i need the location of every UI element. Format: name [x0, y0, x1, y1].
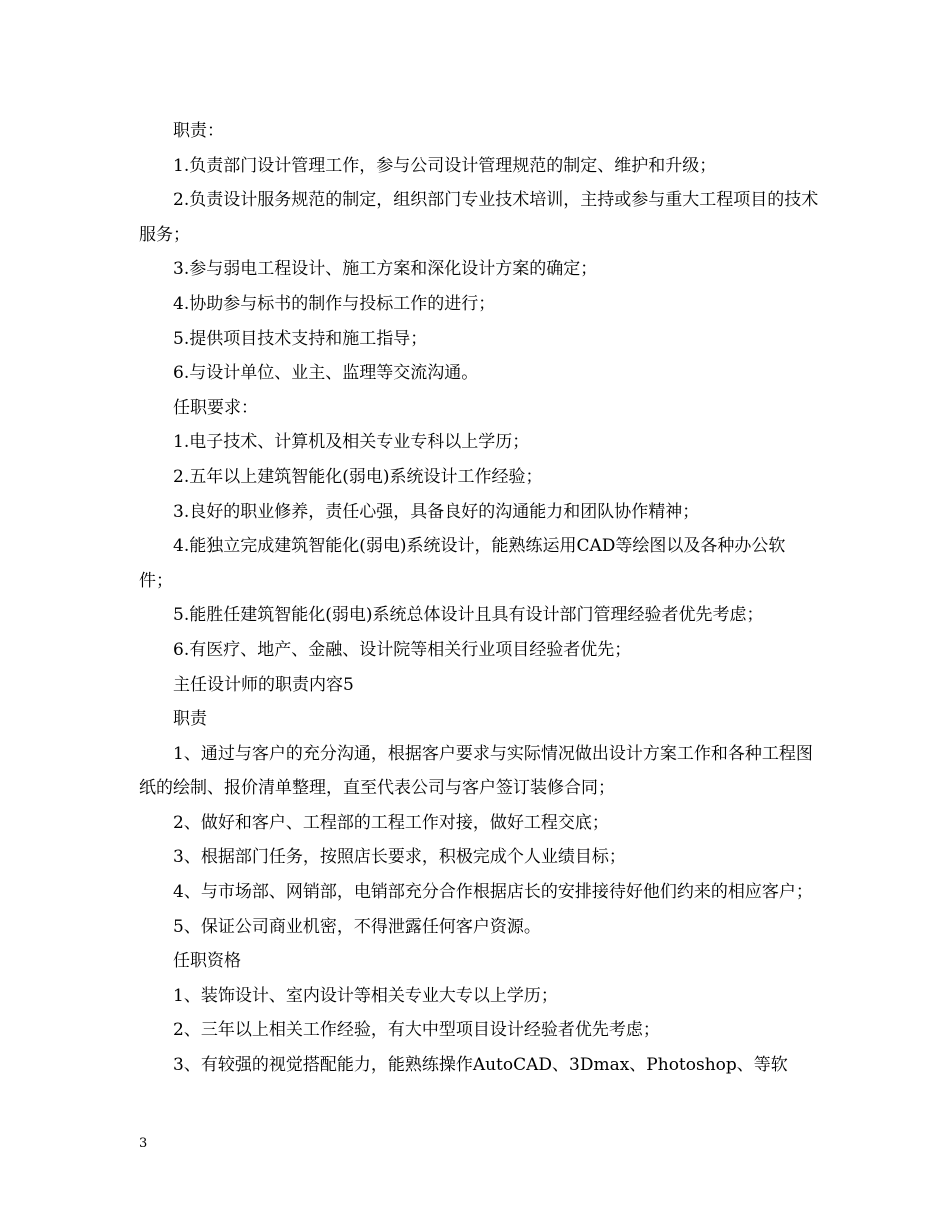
paragraph: 1.负责部门设计管理工作，参与公司设计管理规范的制定、维护和升级； — [173, 155, 717, 176]
paragraph: 4、与市场部、网销部，电销部充分合作根据店长的安排接待好他们约来的相应客户； — [173, 882, 813, 903]
document-body — [139, 114, 819, 1083]
paragraph: 2、做好和客户、工程部的工程工作对接，做好工程交底； — [173, 812, 609, 833]
paragraph: 5、保证公司商业机密，不得泄露任何客户资源。 — [173, 916, 541, 937]
paragraph: 4.能独立完成建筑智能化(弱电)系统设计，能熟练运用CAD等绘图以及各种办公软件； — [139, 536, 786, 591]
paragraph: 6.有医疗、地产、金融、设计院等相关行业项目经验者优先； — [173, 639, 632, 660]
paragraph: 2.五年以上建筑智能化(弱电)系统设计工作经验； — [173, 466, 543, 487]
paragraph: 3.良好的职业修养，责任心强，具备良好的沟通能力和团队协作精神； — [173, 501, 700, 522]
paragraph: 3、根据部门任务，按照店长要求，积极完成个人业绩目标； — [173, 847, 626, 868]
paragraph: 3、有较强的视觉搭配能力，能熟练操作AutoCAD、3Dmax、Photoshop、等软 — [173, 1055, 788, 1076]
paragraph: 1、装饰设计、室内设计等相关专业大专以上学历； — [173, 985, 558, 1006]
page-number: 3 — [139, 1136, 148, 1151]
paragraph: 5.提供项目技术支持和施工指导； — [173, 328, 428, 349]
paragraph: 6.与设计单位、业主、监理等交流沟通。 — [173, 363, 479, 384]
paragraph: 职责 — [173, 709, 207, 730]
paragraph: 2.负责设计服务规范的制定，组织部门专业技术培训，主持或参与重大工程项目的技术服务； — [139, 190, 819, 245]
paragraph: 1、通过与客户的充分沟通，根据客户要求与实际情况做出设计方案工作和各种工程图纸的绘制、报价清单整理，直至代表公司与客户签订装修合同； — [139, 743, 813, 799]
paragraph: 1.电子技术、计算机及相关专业专科以上学历； — [173, 432, 530, 453]
section-heading: 主任设计师的职责内容5 — [173, 674, 354, 695]
paragraph: 4.协助参与标书的制作与投标工作的进行； — [173, 293, 496, 314]
paragraph: 2、三年以上相关工作经验，有大中型项目设计经验者优先考虑； — [173, 1020, 660, 1041]
paragraph: 任职资格 — [173, 951, 241, 972]
paragraph: 3.参与弱电工程设计、施工方案和深化设计方案的确定； — [173, 259, 598, 280]
paragraph: 职责： — [173, 121, 224, 141]
paragraph: 任职要求： — [173, 397, 258, 418]
paragraph: 5.能胜任建筑智能化(弱电)系统总体设计且具有设计部门管理经验者优先考虑； — [173, 605, 764, 626]
